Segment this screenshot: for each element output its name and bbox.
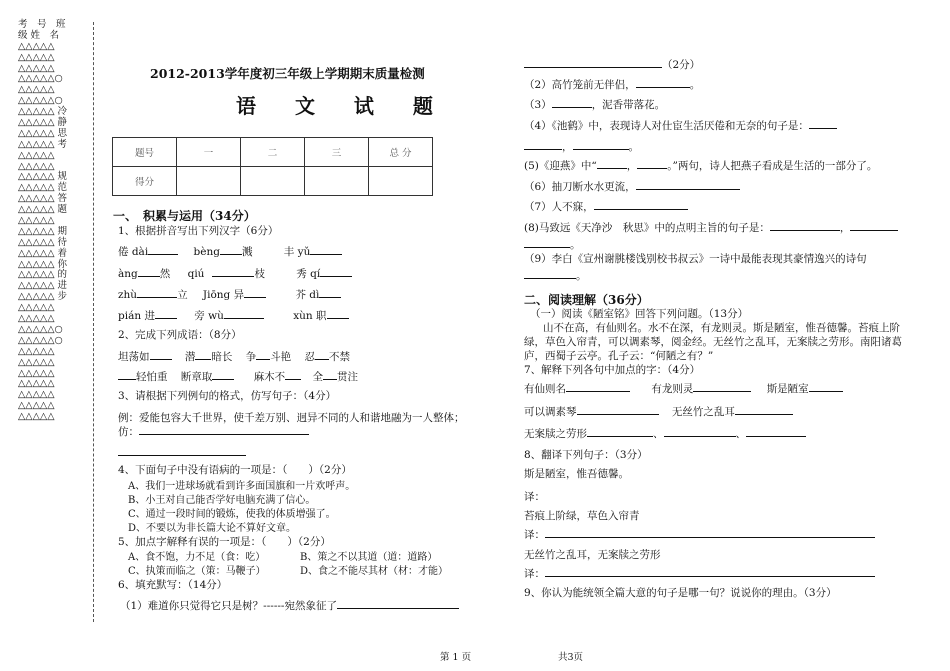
question-3: 3、请根据下列例句的格式，仿写句子：（4分） (118, 390, 337, 402)
question-6: 6、填充默写：（14分） (118, 579, 228, 591)
score-header: 总 分 (369, 138, 433, 167)
q8-translation-1: 译： (524, 491, 545, 503)
margin-row: △△△△△ 期 (18, 225, 68, 237)
margin-row: △△△△△ 着 (18, 247, 68, 259)
margin-row: △△△△△ (18, 149, 55, 161)
q8-translation-2: 译： (524, 527, 875, 542)
margin-row: △△△△△ 静 (18, 117, 68, 129)
question-7: 7、解释下列各句中加点的字：（4分） (524, 364, 701, 376)
fill-3: （3） ，泥香带落花。 (524, 99, 666, 111)
margin-row: △△△△△ (18, 51, 55, 63)
margin-row: △△△△△ (18, 411, 55, 423)
margin-row: △△△△△ 你 (18, 258, 68, 270)
score-cell[interactable] (305, 167, 369, 196)
score-header: 三 (305, 138, 369, 167)
q4-option-b: B、小王对自己能否学好电脑充满了信心。 (128, 495, 316, 506)
score-cell[interactable] (369, 167, 433, 196)
q5-option-b: B、策之不以其道（道：道路） (300, 552, 438, 563)
margin-row: △△△△△ (18, 400, 55, 412)
q5-option-d: D、食之不能尽其材（材：才能） (300, 566, 449, 577)
score-header: 二 (241, 138, 305, 167)
margin-row: △△△△△ (18, 215, 55, 227)
q8-sentence-1: 斯是陋室，惟吾德馨。 (524, 468, 629, 480)
margin-row: △△△△△ (18, 367, 55, 379)
answer-line[interactable] (118, 445, 246, 459)
question-4: 4、下面句子中没有语病的一项是：（ ）（2分） (118, 464, 352, 476)
fill-7: （7）人不寐， (524, 199, 688, 214)
fill-4-cont: ， 。 (524, 139, 639, 154)
margin-row: △△△△△ 冷 (18, 106, 68, 118)
question-3-example: 例：爱能包容大千世界，使千差万别、迥异不同的人和谐地融为一人整体； (118, 412, 465, 424)
fill-2: （2）高竹笼前无伴侣， 。 (524, 79, 701, 91)
q4-option-a: A、我们一进球场就看到许多面国旗和一片欢呼声。 (128, 481, 356, 492)
pinyin-row-3: zhù 立 Jiōng 异 芥 dì (118, 287, 341, 302)
score-cell[interactable] (241, 167, 305, 196)
margin-row: △△△△△○ (18, 73, 63, 85)
q5-option-c: C、执策而临之（策：马鞭子） (128, 566, 266, 577)
q8-sentence-2: 苔痕上阶绿，草色入帘青 (524, 510, 640, 522)
margin-row: △△△△△ 思 (18, 127, 68, 139)
score-cell[interactable] (177, 167, 241, 196)
q5-option-a: A、食不饱，力不足（食：吃） (128, 552, 266, 563)
section-1-heading: 一、 积累与运用（34分） (113, 209, 256, 223)
margin-row: △△△△△ 的 (18, 269, 68, 281)
question-3-answer: 仿： (118, 424, 309, 439)
q8-sentence-3: 无丝竹之乱耳，无案牍之劳形 (524, 549, 661, 561)
passage-line-1: 山不在高，有仙则名。水不在深，有龙则灵。斯是陋室，惟吾德馨。苔痕上阶 (543, 322, 900, 334)
margin-row: △△△△△ 待 (18, 236, 68, 248)
question-8: 8、翻译下列句子：（3分） (524, 449, 648, 461)
margin-row: △△△△△ 规 (18, 171, 68, 183)
margin-row: △△△△△ (18, 389, 55, 401)
fill-8-cont: 。 (524, 237, 581, 252)
margin-row: △△△△△ 题 (18, 204, 68, 216)
reading-1-intro: （一）阅读《陋室铭》回答下列问题。（13分） (530, 308, 749, 320)
question-6-1: （1）难道你只觉得它只是树？------宛然象征了 (120, 598, 459, 613)
margin-row: △△△△△ (18, 62, 55, 74)
pinyin-row-4: pián 进 旁 wù xùn 职 (118, 308, 349, 323)
margin-row: △△△△△ (18, 345, 55, 357)
page-total: 共3页 (558, 652, 584, 663)
margin-row: △△△△△○ (18, 334, 63, 346)
score-header: 一 (177, 138, 241, 167)
margin-row: △△△△△ 进 (18, 280, 68, 292)
q4-option-c: C、通过一段时间的锻炼，使我的体质增强了。 (128, 509, 336, 520)
q7-row-1: 有仙则名 有龙则灵 斯是陋室 (524, 381, 843, 396)
exam-title: 2012-2013学年度初三年级上学期期末质量检测 (150, 66, 425, 81)
margin-row: △△△△△ (18, 356, 55, 368)
margin-row: △△△△△ (18, 160, 55, 172)
fill-9: （9）李白《宣州谢朓楼饯别校书叔云》一诗中最能表现其豪情逸兴的诗句 (524, 253, 867, 265)
fill-8: (8)马致远《天净沙 秋思》中的点明主旨的句子是： ， (524, 220, 898, 235)
q4-option-d: D、不要以为非长篇大论不算好文章。 (128, 523, 297, 534)
right-top-line: （2分） (524, 57, 700, 72)
score-header: 题号 (113, 138, 177, 167)
section-2-heading: 二、阅读理解（36分） (524, 293, 649, 307)
margin-row: 级 姓 名 (18, 29, 60, 41)
margin-row: △△△△△ 答 (18, 193, 68, 205)
margin-row: △△△△△ (18, 40, 55, 52)
question-9: 9、你认为能统领全篇大意的句子是哪一句？说说你的理由。（3分） (524, 587, 837, 599)
margin-row: △△△△△ 考 (18, 138, 68, 150)
question-1: 1、根据拼音写出下列汉字（6分） (118, 225, 279, 237)
q7-row-2: 可以调素琴 无丝竹之乱耳 (524, 404, 793, 419)
score-label: 得分 (113, 167, 177, 196)
question-5: 5、加点字解释有误的一项是：（ ）（2分） (118, 536, 331, 548)
q8-translation-3: 译： (524, 566, 875, 581)
seal-line (93, 22, 94, 622)
score-table (112, 137, 433, 196)
passage-line-3: 庐，西蜀子云亭。孔子云：“何陋之有？” (524, 350, 714, 362)
page-number: 第 1 页 (440, 652, 472, 663)
margin-row: △△△△△ (18, 84, 55, 96)
q7-row-3: 无案牍之劳形 、 、 (524, 426, 806, 441)
idiom-row-1: 坦荡如 潜 暗长 争 斗艳 忍 不禁 (118, 351, 351, 363)
fill-9-cont: 。 (524, 268, 587, 283)
margin-row: △△△△△○ (18, 323, 63, 335)
binding-margin (18, 20, 88, 423)
question-2: 2、完成下列成语：（8分） (118, 329, 242, 341)
exam-subtitle: 语 文 试 题 (236, 94, 449, 118)
margin-row: △△△△△ 步 (18, 291, 68, 303)
margin-row: △△△△△ (18, 378, 55, 390)
margin-row: △△△△△ 范 (18, 182, 68, 194)
passage-line-2: 绿，草色入帘青，可以调素琴，阅金经。无丝竹之乱耳，无案牍之劳形。南阳诸葛 (524, 336, 902, 348)
pinyin-row-2: àng 然 qiú 枝 秀 qí (118, 266, 352, 281)
margin-row: △△△△△ (18, 313, 55, 325)
fill-6: （6）抽刀断水水更流， (524, 179, 740, 194)
pinyin-row-1: 倦 dài bèng 溅 丰 yǔ (118, 244, 342, 259)
margin-row: △△△△△○ (18, 95, 63, 107)
idiom-row-2: 轻怕重 断章取 麻木不 全 贯注 (118, 369, 358, 384)
margin-row: △△△△△ (18, 302, 55, 314)
fill-5: (5)《迎燕》中“ ， 。”两句，诗人把燕子看成是生活的一部分了。 (524, 160, 878, 172)
margin-row: 考 号 班 (18, 19, 66, 30)
fill-4: （4）《池鹤》中，表现诗人对仕宦生活厌倦和无奈的句子是： (524, 118, 837, 133)
